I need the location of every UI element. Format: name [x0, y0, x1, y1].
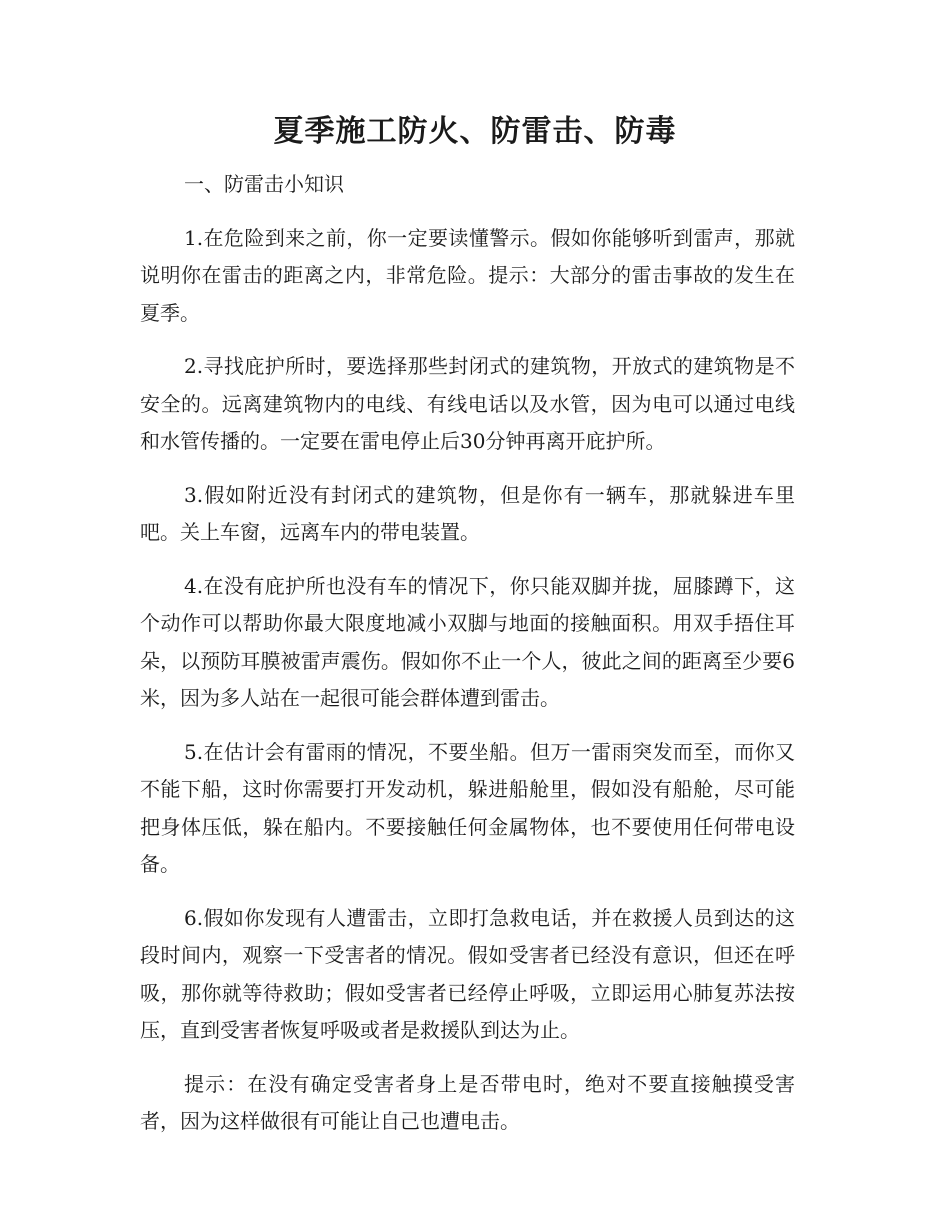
paragraph-3: 3.假如附近没有封闭式的建筑物，但是你有一辆车，那就躲进车里吧。关上车窗，远离车内的带电装置。: [140, 482, 795, 544]
paragraph-6: 6.假如你发现有人遭雷击，立即打急救电话，并在救援人员到达的这段时间内，观察一下受害者的情况。假如受害者已经没有意识，但还在呼吸，那你就等待救助；假如受害者已经停止呼吸，立即运用心肺复苏法按压，直到受害者恢复呼吸或者是救援队到达为止。: [140, 905, 795, 1042]
tip-paragraph: 提示：在没有确定受害者身上是否带电时，绝对不要直接触摸受害者，因为这样做很有可能让自己也遭电击。: [140, 1071, 795, 1133]
paragraph-2: 2.寻找庇护所时，要选择那些封闭式的建筑物，开放式的建筑物是不安全的。远离建筑物内的电线、有线电话以及水管，因为电可以通过电线和水管传播的。一定要在雷电停止后30分钟再离开庇护所。: [140, 354, 795, 453]
section-heading: 一、防雷击小知识: [184, 172, 344, 196]
paragraph-4: 4.在没有庇护所也没有车的情况下，你只能双脚并拢，屈膝蹲下，这个动作可以帮助你最大限度地减小双脚与地面的接触面积。用双手捂住耳朵，以预防耳膜被雷声震伤。假如你不止一个人，彼此之间的距离至少要6米，因为多人站在一起很可能会群体遭到雷击。: [140, 573, 795, 710]
document-title: 夏季施工防火、防雷击、防毒: [273, 114, 677, 149]
paragraph-5: 5.在估计会有雷雨的情况，不要坐船。但万一雷雨突发而至，而你又不能下船，这时你需要打开发动机，躲进船舱里，假如没有船舱，尽可能把身体压低，躲在船内。不要接触任何金属物体，也不要使用任何带电设备。: [140, 739, 795, 876]
paragraph-1: 1.在危险到来之前，你一定要读懂警示。假如你能够听到雷声，那就说明你在雷击的距离之内，非常危险。提示：大部分的雷击事故的发生在夏季。: [140, 225, 795, 325]
document-body: [140, 166, 795, 1157]
